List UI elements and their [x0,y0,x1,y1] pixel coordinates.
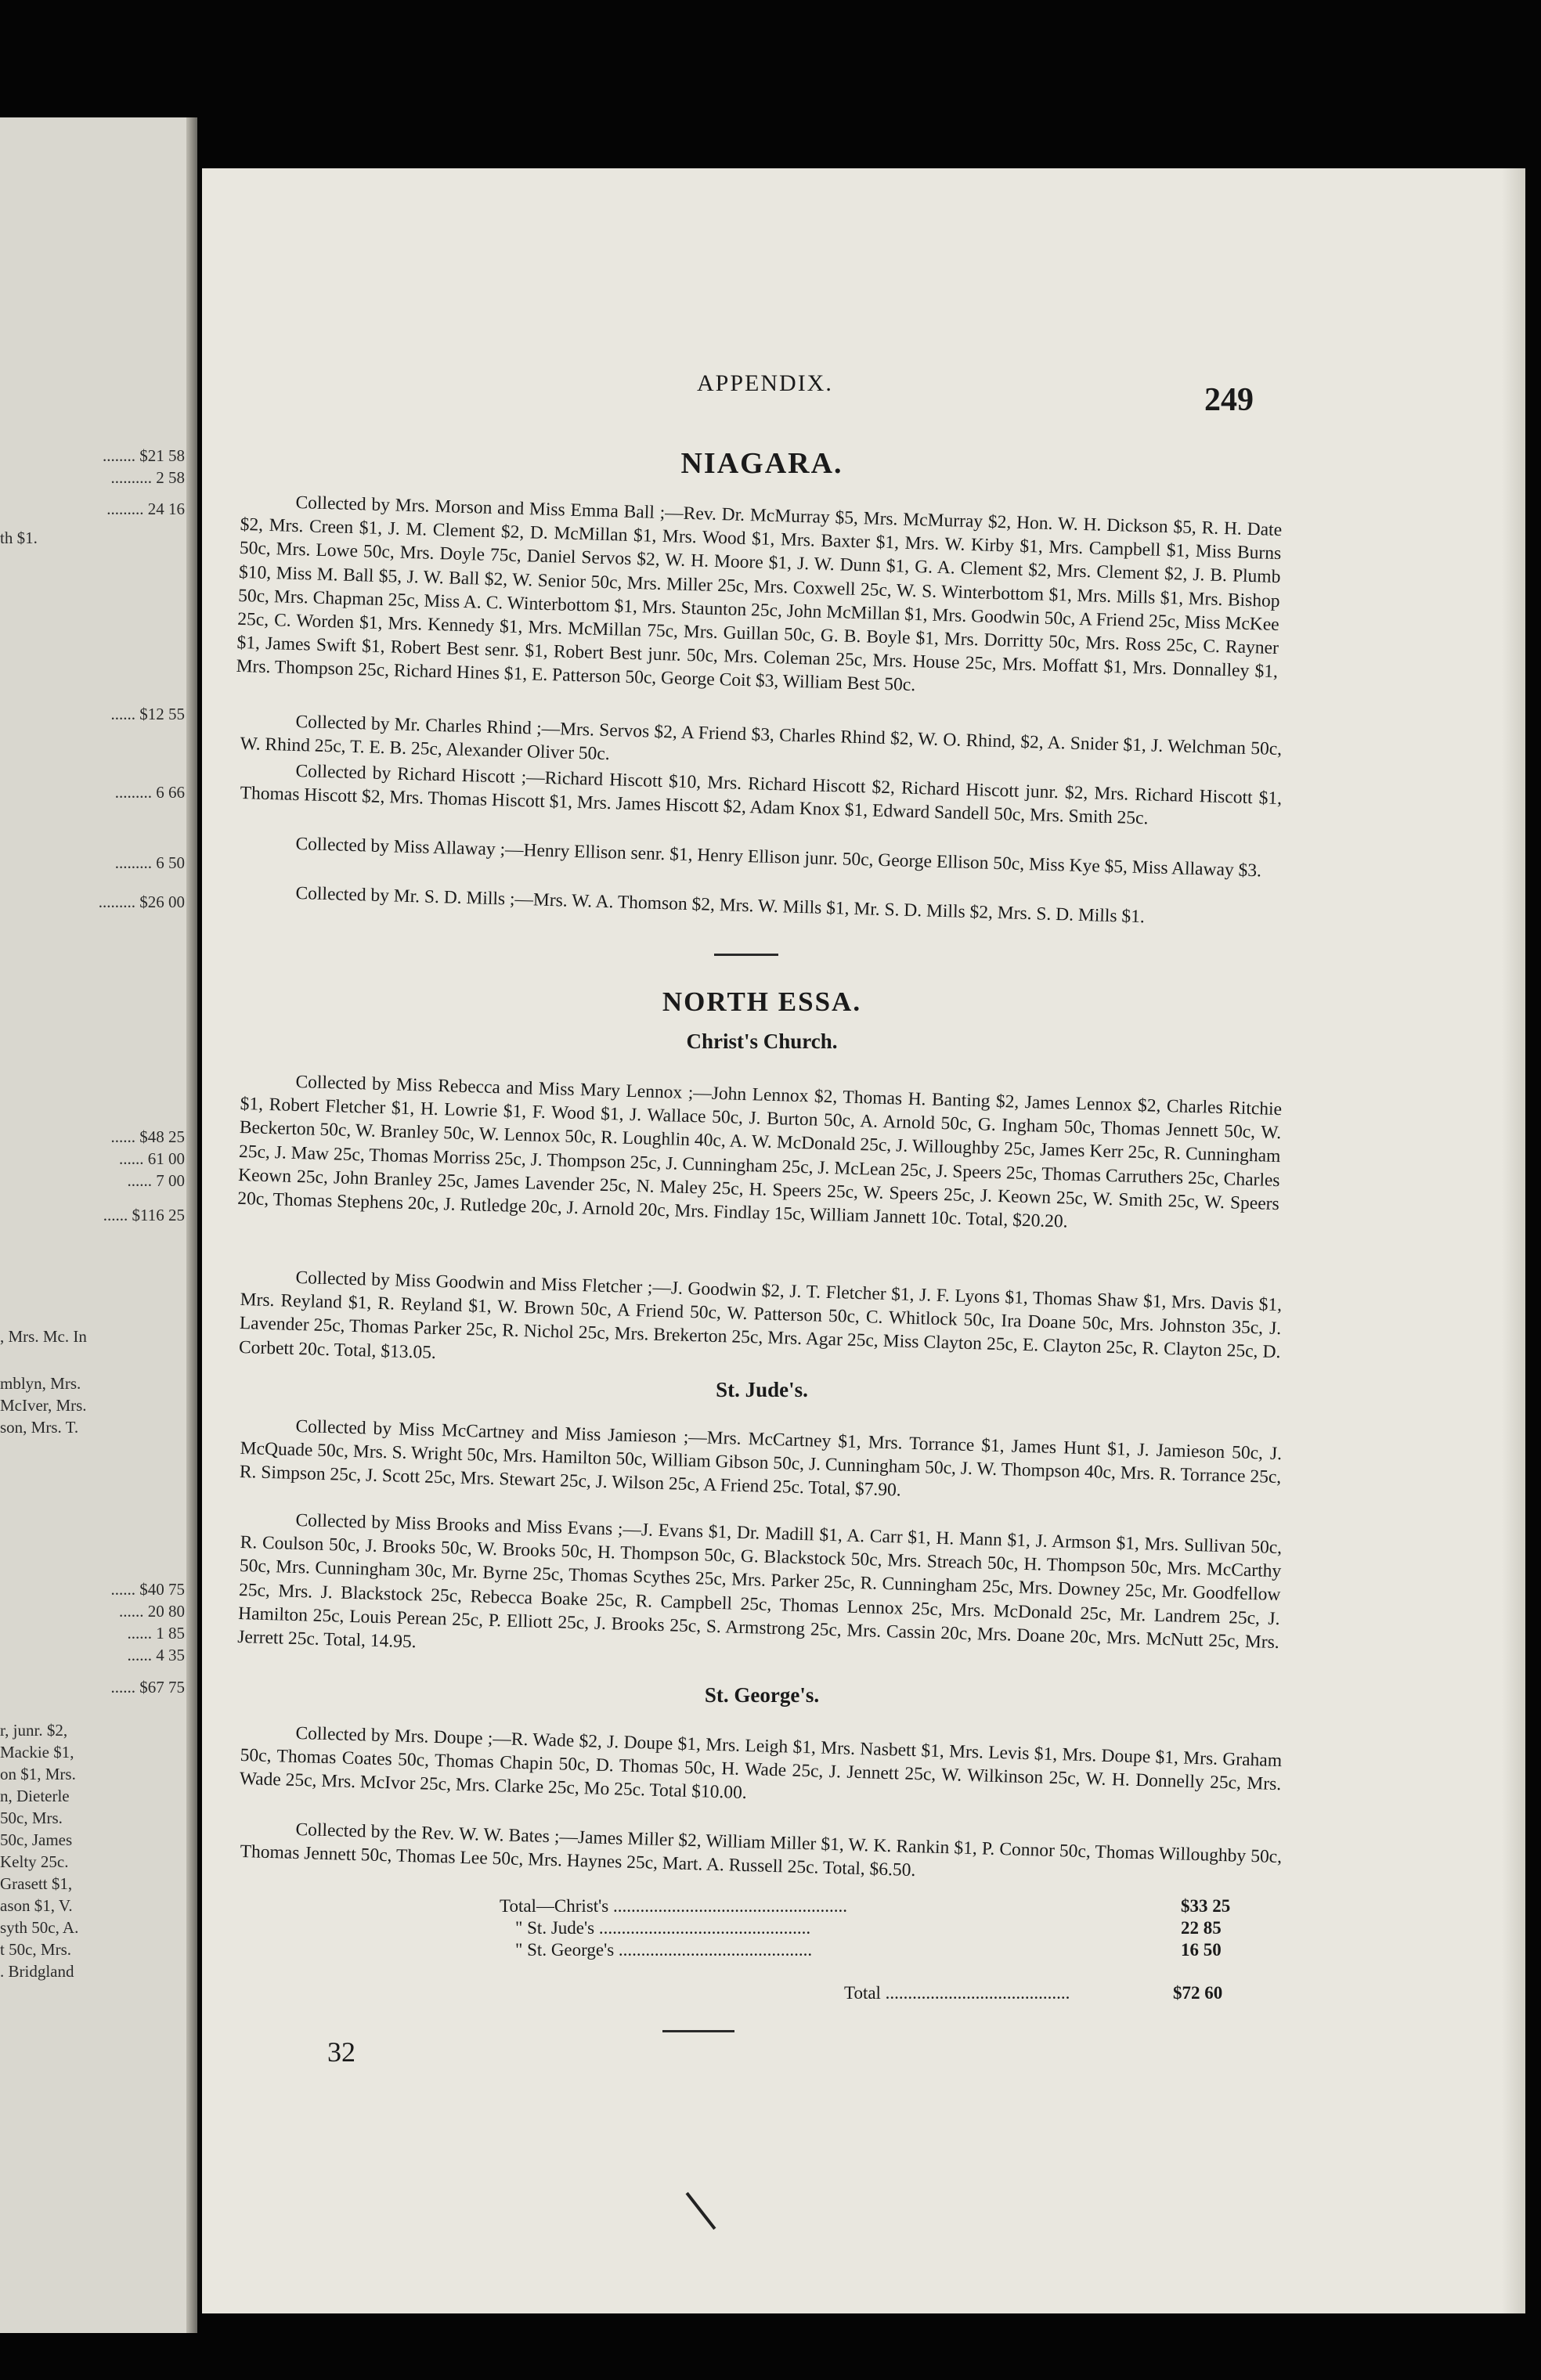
totals-row-label: " St. George's ........................................... [515,1940,813,1960]
left-page-line: ........ $21 58 [103,446,185,465]
niagara-collection-morson: Collected by Mrs. Morson and Miss Emma Ball ;—Rev. Dr. McMurray $5, Mrs. McMurray $2, Hon. W. H. Dickson $5, R. H. Date $2, Mrs. Creen $1, J. M. Clement $2, D. McMillan $1, Mrs. Wood $1, Mrs. Baxter $1, Mrs. W. Kirby $1, Mrs. Campbell $1, Miss Burns 50c, Mrs. Lowe 50c, Mrs. Doyle 75c, Daniel Servos $2, W. H. Moore $1, J. W. Dunn $1, G. A. Clement $2, Mrs. Clement $2, J. B. Plumb $10, Miss M. Ball $5, J. W. Ball $2, W. Senior 50c, Mrs. Miller 25c, Mrs. Coxwell 25c, W. S. Winterbottom $1, Mrs. Mills $1, Mrs. Bishop 50c, Mrs. Chapman 25c, Miss A. C. Winterbottom $1, Mrs. Staunton 25c, John McMillan $1, Mrs. Goodwin 50c, A Friend 25c, Miss McKee 25c, C. Worden $1, Mrs. Kennedy $1, Mrs. McMillan 75c, Mrs. Guillan 50c, G. B. Boyle $1, Mrs. Dorritty 50c, Mrs. Ross 25c, C. Rayner $1, James Swift $1, Robert Best senr. $1, Robert Best junr. 50c, Mrs. Coleman 25c, Mrs. House 25c, Mrs. Moffatt $1, Mrs. Donnalley $1, Mrs. Thompson 25c, Richard Hines $1, E. Patterson 50c, George Coit $3, William Best 50c. [236,492,1283,696]
totals-row-value: 16 50 [1181,1940,1222,1960]
totals-row-label: Total—Christ's .................................................... [500,1896,848,1916]
section-title-north-essa: NORTH ESSA. [662,986,862,1017]
niagara-collection-hiscott: Collected by Richard Hiscott ;—Richard Hiscott $10, Mrs. Richard Hiscott $2, Richard Hiscott junr. $2, Mrs. Richard Hiscott $1, Thomas Hiscott $2, Mrs. Thomas Hiscott $1, Mrs. James Hiscott $2, Adam Knox $1, Edward Sandell 50c, Mrs. Smith 25c. [240,760,1283,829]
st-judes-collection-brooks: Collected by Miss Brooks and Miss Evans ;—J. Evans $1, Dr. Madill $1, A. Carr $1, H. Mann $1, J. Armson $1, Mrs. Sullivan 50c, R. Coulson 50c, J. Brooks 50c, W. Brooks 50c, H. Thompson 50c, G. Blackstock 50c, Mrs. Streach 50c, H. Thompson 50c, Mrs. McCarthy 50c, Mrs. Cunningham 30c, Mr. Byrne 25c, Thomas Scythes 25c, Mrs. Parker 25c, R. Cunningham 25c, Mrs. Downey 25c, Mr. Goodfellow 25c, Mrs. J. Blackstock 25c, Rebecca Boake 25c, R. Campbell 25c, Thomas Lennox 25c, Mrs. McDonald 25c, Mr. Landrem 25c, J. Hamilton 25c, Louis Perean 25c, P. Elliott 25c, J. Brooks 25c, S. Armstrong 25c, Mrs. Cassin 20c, Mrs. Doane 20c, Mrs. McNutt 25c, Mrs. Jerrett 25c. Total, 14.95. [237,1509,1283,1653]
ink-scratch-mark [686,2192,716,2230]
left-page-line: ...... $116 25 [103,1206,185,1224]
left-page-line: ...... 20 80 [119,1602,185,1621]
left-page-line: ......... 24 16 [106,499,185,518]
left-page-line: Mackie $1, [0,1743,74,1762]
left-page-line: ...... 7 00 [127,1171,185,1190]
left-facing-page [0,117,197,2333]
subsection-title-christs-church: Christ's Church. [686,1030,838,1053]
left-page-line: ......... $26 00 [98,892,185,911]
section-title-niagara: NIAGARA. [680,447,843,480]
left-page-line: th $1. [0,528,38,547]
left-page-line: ......... 6 66 [114,783,185,802]
page-fold [186,117,197,2333]
section-divider [714,954,778,956]
left-page-line: 50c, Mrs. [0,1808,63,1827]
running-head-appendix: APPENDIX. [697,370,833,396]
left-page-line: ...... $40 75 [110,1580,185,1599]
grand-total-value: $72 60 [1173,1983,1223,2003]
niagara-collection-allaway: Collected by Miss Allaway ;—Henry Ellison senr. $1, Henry Ellison junr. 50c, George Ellison 50c, Miss Kye $5, Miss Allaway $3. [295,833,1262,882]
grand-total-label: Total ......................................... [844,1983,1070,2003]
left-page-line: ...... $67 75 [110,1678,185,1697]
left-page-line: Kelty 25c. [0,1852,69,1871]
st-georges-collection-bates: Collected by the Rev. W. W. Bates ;—James Miller $2, William Miller $1, W. K. Rankin $1, P. Connor 50c, Thomas Willoughby 50c, Thomas Jennett 50c, Thomas Lee 50c, Mrs. Haynes 25c, Mart. A. Russell 25c. Total, $6.50. [240,1819,1283,1881]
left-page-line: ...... 61 00 [119,1149,185,1168]
closing-rule [662,2030,734,2032]
niagara-collection-rhind: Collected by Mr. Charles Rhind ;—Mrs. Servos $2, A Friend $3, Charles Rhind $2, W. O. Rhind, $2, A. Snider $1, J. Welchman 50c, W. Rhind 25c, T. E. B. 25c, Alexander Oliver 50c. [240,711,1283,765]
left-page-line: ...... 1 85 [127,1624,185,1643]
left-page-line: . Bridgland [0,1962,74,1981]
totals-row-value: $33 25 [1181,1896,1231,1916]
left-page-line: Grasett $1, [0,1874,73,1893]
st-judes-collection-mccartney: Collected by Miss McCartney and Miss Jamieson ;—Mrs. McCartney $1, Mrs. Torrance $1, James Hunt $1, J. Jamieson 50c, J. McQuade 50c, Mrs. S. Wright 50c, Mrs. Hamilton 50c, William Gibson 50c, J. Cunningham 50c, J. W. Thompson 40c, Mrs. R. Torrance 25c, R. Simpson 25c, J. Scott 25c, Mrs. Stewart 25c, J. Wilson 25c, A Friend 25c. Total, $7.90. [239,1415,1283,1501]
niagara-collection-mills: Collected by Mr. S. D. Mills ;—Mrs. W. A. Thomson $2, Mrs. W. Mills $1, Mr. S. D. Mills $2, Mrs. S. D. Mills $1. [295,882,1146,928]
book-page-249 [202,168,1525,2313]
left-page-line: r, junr. $2, [0,1721,68,1740]
left-page-line: t 50c, Mrs. [0,1940,71,1959]
page-edge-shadow [1502,168,1525,2313]
left-page-line: ...... $12 55 [110,705,185,723]
left-page-line: mblyn, Mrs. [0,1374,81,1393]
christs-church-collection-lennox: Collected by Miss Rebecca and Miss Mary Lennox ;—John Lennox $2, Thomas H. Banting $2, James Lennox $2, Charles Ritchie $1, Robert Fletcher $1, H. Lowrie $1, F. Wood $1, J. Wallace 50c, J. Burton 50c, A. Arnold 50c, G. Ingham 50c, Thomas Jennett 50c, W. Beckerton 50c, W. Branley 50c, W. Lennox 50c, R. Loughlin 40c, A. W. McDonald 25c, J. Willoughby 25c, James Kerr 25c, R. Cunningham 25c, J. Maw 25c, Thomas Morriss 25c, J. Thompson 25c, J. Cunningham 25c, J. McLean 25c, J. Speers 25c, Thomas Carruthers 25c, Charles Keown 25c, John Branley 25c, James Lavender 25c, N. Maley 25c, H. Speers 25c, W. Speers 25c, J. Keown 25c, W. Smith 25c, W. Speers 20c, Thomas Stephens 20c, J. Rutledge 20c, J. Arnold 20c, Mrs. Findlay 15c, William Jannett 10c. Total, $20.20. [237,1071,1283,1232]
page-number: 249 [1204,382,1254,418]
left-page-line: n, Dieterle [0,1787,70,1805]
left-page-line: ...... $48 25 [110,1127,185,1146]
left-page-line: son, Mrs. T. [0,1418,79,1437]
left-page-line: McIver, Mrs. [0,1396,87,1415]
totals-row-value: 22 85 [1181,1918,1222,1938]
christs-church-collection-goodwin: Collected by Miss Goodwin and Miss Fletcher ;—J. Goodwin $2, J. T. Fletcher $1, J. F. Lyons $1, Thomas Shaw $1, Mrs. Davis $1, Mrs. Reyland $1, R. Reyland $1, W. Brown 50c, A Friend 50c, W. Patterson 50c, C. Whitlock 50c, Ira Doane 50c, Mrs. Johnston 35c, J. Lavender 25c, Thomas Parker 25c, R. Nichol 25c, Mrs. Brekerton 25c, Mrs. Agar 25c, Miss Clayton 25c, E. Clayton 25c, R. Clayton 25c, D. Corbett 20c. Total, $13.05. [238,1267,1283,1363]
left-page-line: , Mrs. Mc. In [0,1327,87,1346]
st-georges-collection-doupe: Collected by Mrs. Doupe ;—R. Wade $2, J. Doupe $1, Mrs. Leigh $1, Mrs. Nasbett $1, Mrs. Levis $1, Mrs. Doupe $1, Mrs. Graham 50c, Thomas Coates 50c, Thomas Chapin 50c, D. Thomas 50c, H. Wade 25c, J. Jennett 25c, W. Wilkinson 25c, W. H. Donnelly 25c, Mrs. Wade 25c, Mrs. McIvor 25c, Mrs. Clarke 25c, Mo 25c. Total $10.00. [239,1722,1283,1804]
left-page-line: 50c, James [0,1830,73,1849]
signature-mark: 32 [327,2036,355,2068]
left-page-line: .......... 2 58 [110,468,185,487]
left-page-line: ason $1, V. [0,1896,73,1915]
left-page-line: on $1, Mrs. [0,1765,76,1783]
left-page-line: ...... 4 35 [127,1646,185,1664]
subsection-title-st-georges: St. George's. [704,1683,820,1707]
subsection-title-st-judes: St. Jude's. [716,1378,808,1401]
left-page-line: ......... 6 50 [114,853,185,872]
left-page-line: syth 50c, A. [0,1918,79,1937]
totals-row-label: " St. Jude's ............................................... [515,1918,811,1938]
